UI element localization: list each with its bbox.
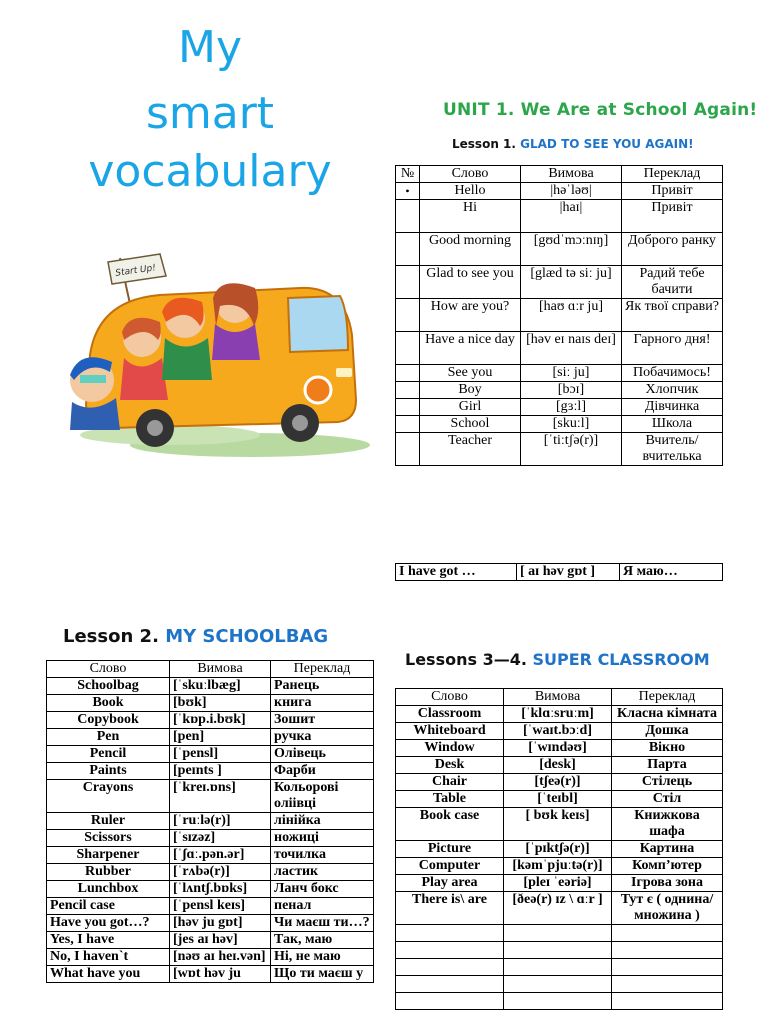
table-row [396,808,723,841]
translation-cell: Побачимось! [622,365,723,382]
translation-cell: Школа [622,416,723,433]
ipa-cell: [gʊdˈmɔːnɪŋ] [521,233,622,266]
ipa-cell: [ðeə(r) ɪz \ ɑːr ] [504,892,612,925]
header-ipa: Вимова [521,166,622,183]
table-row [396,382,723,399]
num-cell [396,200,420,233]
lesson1-table [395,165,723,466]
word-cell: See you [420,365,521,382]
word-cell: Window [396,740,504,757]
word-cell: Girl [420,399,521,416]
ipa-cell: [ˈwɪndəʊ] [504,740,612,757]
header-word: Слово [396,689,504,706]
table-row [47,729,374,746]
ipa-cell: [ˈtiːtʃə(r)] [521,433,622,466]
ipa-cell: [ˈskuːlbæg] [170,678,271,695]
empty-cell [504,959,612,976]
translation-cell: Стіл [612,791,723,808]
empty-cell [612,993,723,1010]
table-row [396,433,723,466]
translation-cell: Зошит [271,712,374,729]
table-row [396,706,723,723]
lesson2-heading [63,626,328,647]
word-cell: Paints [47,763,170,780]
ipa-cell: [ˈsɪzəz] [170,830,271,847]
ipa-cell: |haɪ| [521,200,622,233]
word-cell: How are you? [420,299,521,332]
ipa-cell: |həˈləʊ| [521,183,622,200]
translation-cell: Чи маєш ти…? [271,915,374,932]
num-cell [396,299,420,332]
translation-cell: Картина [612,841,723,858]
word-cell: Computer [396,858,504,875]
translation-cell: Хлопчик [622,382,723,399]
word-cell: Yes, I have [47,932,170,949]
translation-cell: лінійка [271,813,374,830]
ipa-cell: [skuːl] [521,416,622,433]
word-cell: Have you got…? [47,915,170,932]
ipa-cell: [ˈʃɑː.pən.ər] [170,847,271,864]
table-row [396,200,723,233]
translation-cell: Кольорові оліівці [271,780,374,813]
translation-cell: Ранець [271,678,374,695]
ipa-cell: [ bʊk keɪs] [504,808,612,841]
empty-cell [504,942,612,959]
translation-cell: Ні, не маю [271,949,374,966]
empty-cell [612,976,723,993]
translation-cell: Дівчинка [622,399,723,416]
translation-cell: Парта [612,757,723,774]
word-cell: Scissors [47,830,170,847]
lesson34-table [395,688,723,1010]
table-row [47,864,374,881]
header-ipa: Вимова [170,661,271,678]
ipa-cell: [ˈpensl keɪs] [170,898,271,915]
translation-cell: Класна кімната [612,706,723,723]
empty-row [396,925,723,942]
word-cell: I have got … [396,564,517,581]
ipa-cell: [ˈlʌntʃ.bɒks] [170,881,271,898]
ipa-cell: [ˈwaɪt.bɔːd] [504,723,612,740]
ipa-cell: [pen] [170,729,271,746]
have-got-table [395,563,723,581]
ipa-cell: [siː ju] [521,365,622,382]
table-row [47,847,374,864]
table-row [396,183,723,200]
ipa-cell: [ˈrʌbə(r)] [170,864,271,881]
translation-cell: Я маю… [620,564,723,581]
word-cell: Sharpener [47,847,170,864]
ipa-cell: [peɪnts ] [170,763,271,780]
row-bullet: • [396,183,420,200]
ipa-cell: [kəmˈpjuːtə(r)] [504,858,612,875]
title-line-3: vocabulary [88,146,332,197]
empty-cell [504,976,612,993]
word-cell: Desk [396,757,504,774]
lesson34-heading [405,650,710,669]
ipa-cell: [ˈpɪktʃə(r)] [504,841,612,858]
table-row [396,875,723,892]
header-word: Слово [47,661,170,678]
table-row [47,881,374,898]
table-row [47,966,374,983]
empty-cell [396,976,504,993]
translation-cell: Доброго ранку [622,233,723,266]
translation-cell: Ігрова зона [612,875,723,892]
table-row [47,746,374,763]
word-cell: Schoolbag [47,678,170,695]
lesson2-label: Lesson 2. [63,626,159,647]
ipa-cell: [tʃeə(r)] [504,774,612,791]
translation-cell: Фарби [271,763,374,780]
translation-cell: Ланч бокс [271,881,374,898]
table-row [47,678,374,695]
word-cell: Picture [396,841,504,858]
word-cell: There is\ are [396,892,504,925]
translation-cell: ручка [271,729,374,746]
word-cell: Crayons [47,780,170,813]
header-translation: Переклад [271,661,374,678]
word-cell: Pen [47,729,170,746]
word-cell: Lunchbox [47,881,170,898]
table-row [47,695,374,712]
empty-row [396,993,723,1010]
school-bus-illustration [50,240,370,465]
table-row [47,932,374,949]
empty-cell [396,959,504,976]
table-row [396,266,723,299]
lesson2-table [46,660,374,983]
translation-cell: Що ти маєш у [271,966,374,983]
ipa-cell: [ˈpensl] [170,746,271,763]
ipa-cell: [həv eɪ naɪs deɪ] [521,332,622,365]
table-row [47,813,374,830]
word-cell: Good morning [420,233,521,266]
table-row [396,740,723,757]
table-row [47,949,374,966]
translation-cell: Олівець [271,746,374,763]
word-cell: Whiteboard [396,723,504,740]
translation-cell: Вікно [612,740,723,757]
word-cell: Pencil [47,746,170,763]
word-cell: Rubber [47,864,170,881]
word-cell: Table [396,791,504,808]
ipa-cell: [ˈteɪbl] [504,791,612,808]
word-cell: Hello [420,183,521,200]
translation-cell: Стілець [612,774,723,791]
lesson1-name: GLAD TO SEE YOU AGAIN! [520,137,694,151]
table-row [396,841,723,858]
lesson1-label: Lesson 1. [452,137,516,151]
table-row [396,233,723,266]
ipa-cell: [ˈkɒp.i.bʊk] [170,712,271,729]
header-word: Слово [420,166,521,183]
word-cell: Hi [420,200,521,233]
lesson34-label: Lessons 3—4. [405,650,527,669]
table-row [396,299,723,332]
header-translation: Переклад [622,166,723,183]
word-cell: Pencil case [47,898,170,915]
table-row [396,416,723,433]
table-row [396,365,723,382]
lesson2-name: MY SCHOOLBAG [165,626,329,647]
num-cell [396,416,420,433]
num-cell [396,365,420,382]
empty-row [396,942,723,959]
num-cell [396,399,420,416]
table-row [396,892,723,925]
table-row [47,780,374,813]
translation-cell: Дошка [612,723,723,740]
translation-cell: Привіт [622,200,723,233]
header-num: № [396,166,420,183]
ipa-cell: [ˈkreɪ.ɒns] [170,780,271,813]
empty-row [396,959,723,976]
table-row [396,399,723,416]
ipa-cell: [desk] [504,757,612,774]
num-cell [396,266,420,299]
flag-text: Start Up! [114,263,157,279]
table-row [396,723,723,740]
num-cell [396,233,420,266]
empty-cell [396,925,504,942]
word-cell: Play area [396,875,504,892]
translation-cell: Так, маю [271,932,374,949]
table-row [396,774,723,791]
translation-cell: Радий тебе бачити [622,266,723,299]
empty-cell [612,925,723,942]
empty-cell [504,925,612,942]
empty-cell [396,942,504,959]
unit-heading: UNIT 1. We Are at School Again! [443,100,758,120]
title-line-1: My [177,22,242,73]
word-cell: Boy [420,382,521,399]
word-cell: Teacher [420,433,521,466]
empty-cell [612,959,723,976]
translation-cell: ножиці [271,830,374,847]
table-row [396,858,723,875]
ipa-cell: [ˈruːlə(r)] [170,813,271,830]
word-cell: What have you [47,966,170,983]
translation-cell: Як твої справи? [622,299,723,332]
translation-cell: Тут є ( однина/ множина ) [612,892,723,925]
ipa-cell: [jes aɪ həv] [170,932,271,949]
word-cell: Have a nice day [420,332,521,365]
table-header-row [396,166,723,183]
translation-cell: точилка [271,847,374,864]
empty-cell [612,942,723,959]
word-cell: Ruler [47,813,170,830]
header-ipa: Вимова [504,689,612,706]
ipa-cell: [həv ju gɒt] [170,915,271,932]
ipa-cell: [glæd tə siː ju] [521,266,622,299]
word-cell: Chair [396,774,504,791]
translation-cell: Вчитель/ вчителька [622,433,723,466]
word-cell: Book case [396,808,504,841]
translation-cell: книга [271,695,374,712]
table-header-row [47,661,374,678]
translation-cell: Комп’ютер [612,858,723,875]
translation-cell: Привіт [622,183,723,200]
ipa-cell: [wɒt həv ju [170,966,271,983]
ipa-cell: [ˈklɑːsruːm] [504,706,612,723]
word-cell: Copybook [47,712,170,729]
lesson1-heading [452,137,694,151]
ipa-cell: [haʊ ɑːr ju] [521,299,622,332]
empty-row [396,976,723,993]
word-cell: Classroom [396,706,504,723]
ipa-cell: [pleɪ ˈeəriə] [504,875,612,892]
word-cell: Book [47,695,170,712]
word-cell: Glad to see you [420,266,521,299]
table-row [47,763,374,780]
word-cell: No, I haven`t [47,949,170,966]
lesson34-name: SUPER CLASSROOM [532,650,710,669]
ipa-cell: [nəʊ aɪ heɪ.vən] [170,949,271,966]
translation-cell: Гарного дня! [622,332,723,365]
table-row [396,564,723,581]
ipa-cell: [bʊk] [170,695,271,712]
table-row [47,830,374,847]
num-cell [396,332,420,365]
ipa-cell: [ aɪ həv gɒt ] [517,564,620,581]
header-translation: Переклад [612,689,723,706]
table-header-row [396,689,723,706]
num-cell [396,382,420,399]
num-cell [396,433,420,466]
translation-cell: ластик [271,864,374,881]
table-row [396,757,723,774]
translation-cell: Книжкова шафа [612,808,723,841]
table-row [47,898,374,915]
word-cell: School [420,416,521,433]
ipa-cell: [bɔɪ] [521,382,622,399]
table-row [396,791,723,808]
table-row [47,915,374,932]
title-line-2: smart [145,88,275,139]
ipa-cell: [gɜːl] [521,399,622,416]
translation-cell: пенал [271,898,374,915]
table-row [396,332,723,365]
empty-cell [504,993,612,1010]
table-row [47,712,374,729]
empty-cell [396,993,504,1010]
